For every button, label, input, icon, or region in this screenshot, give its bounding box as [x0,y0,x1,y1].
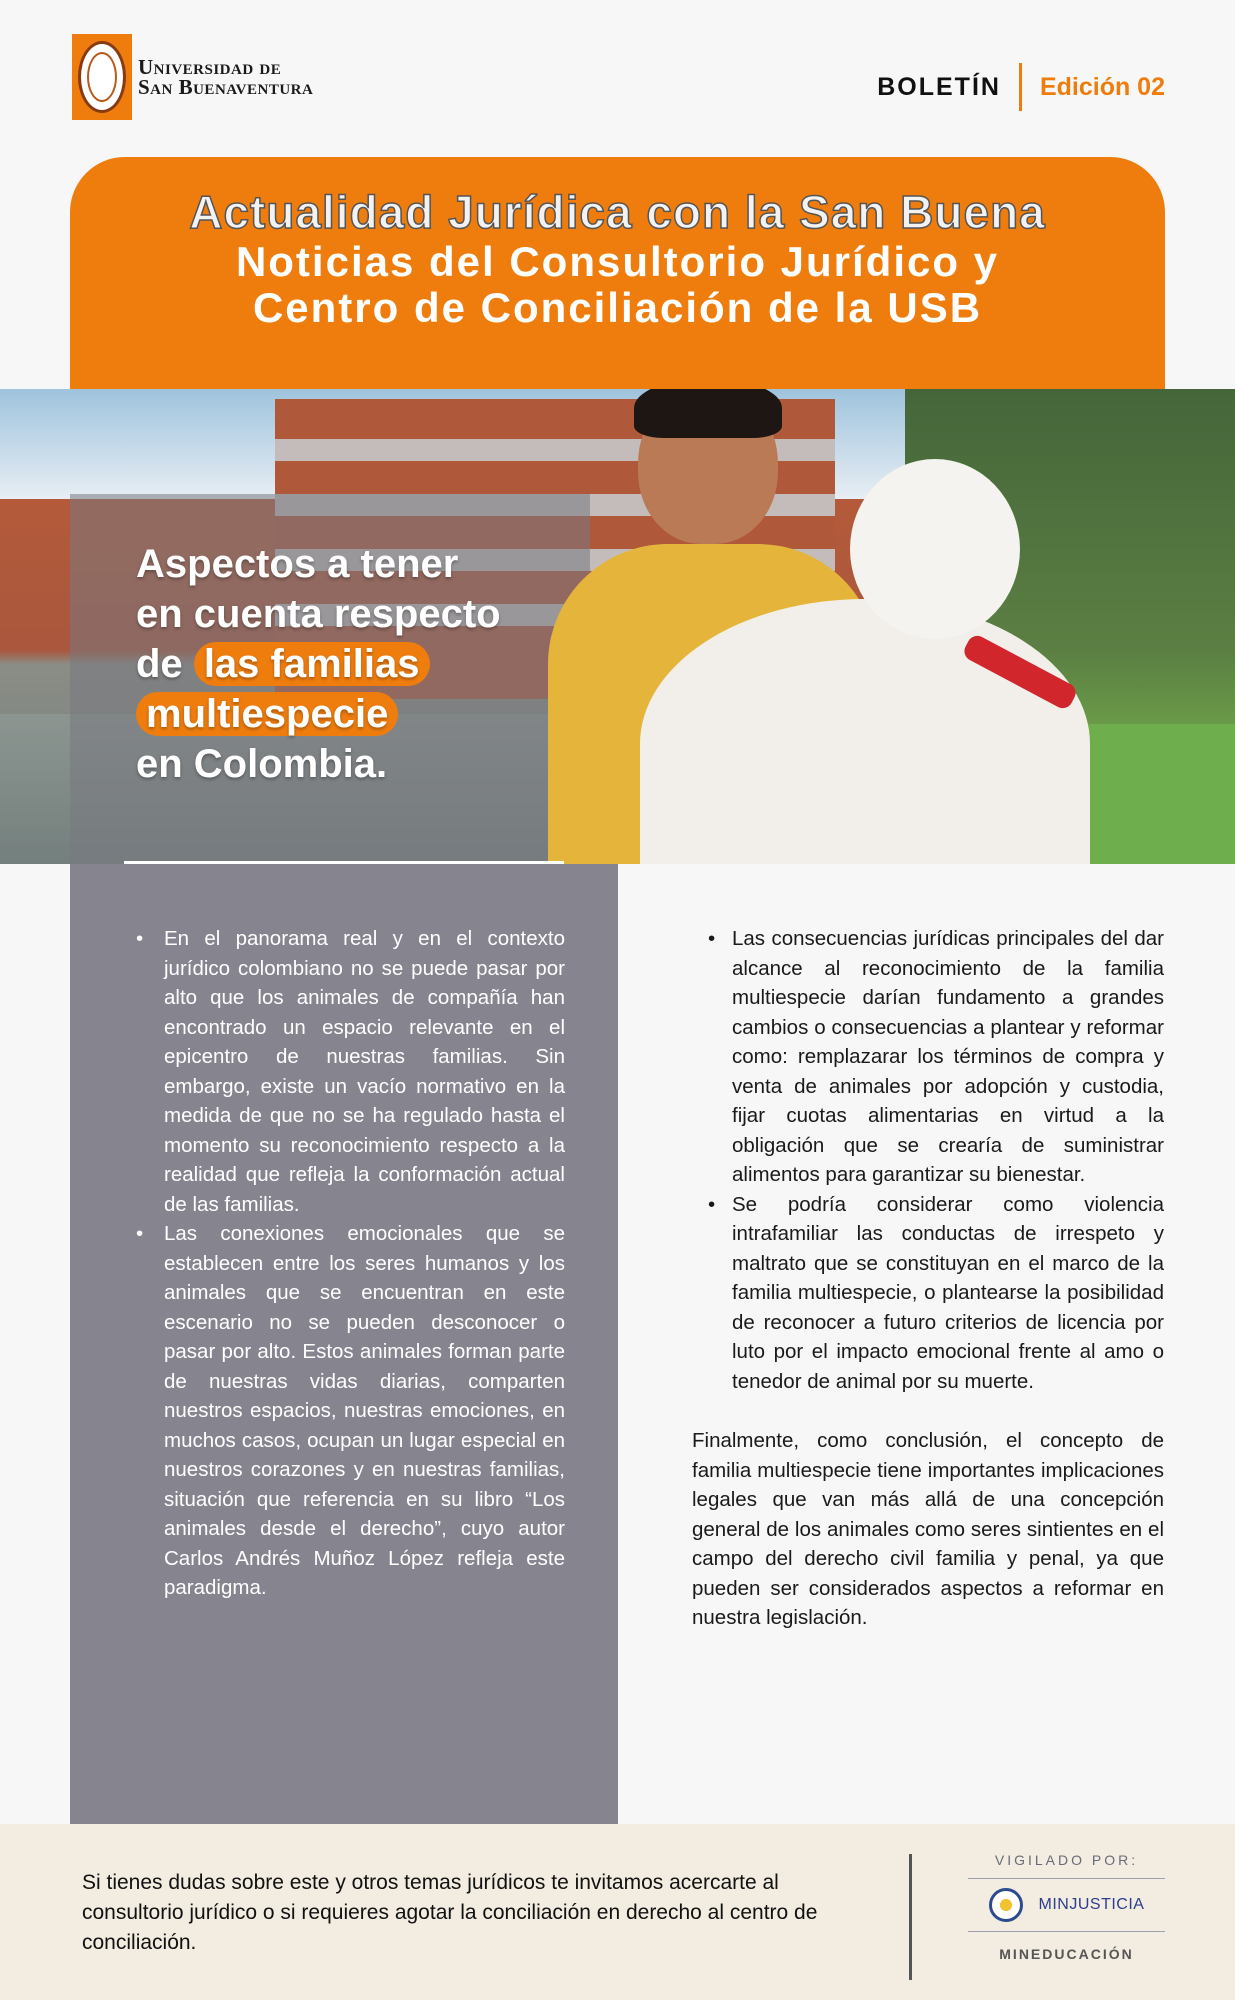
footer-divider [909,1854,912,1980]
list-item: • Las conexiones emocionales que se establecen entre los seres humanos y los animales que se encuentran en este escenario no se pueden desconocer o pasar por alto. Estos animales forman parte de nuestras vidas diarias, comparten nuestros espacios, nuestras emociones, en muchos casos, ocupan un lugar especial en nuestros corazones y en nuestras familias, situación que referencia en su libro “Los animales desde el derecho”, cuyo autor Carlos Andrés Muñoz López refleja este paradigma. [120,1219,565,1603]
right-column [692,924,1164,1633]
banner-title: Actualidad Jurídica con la San Buena [189,186,1046,238]
mineducacion-label: MINEDUCACIÓN [999,1946,1134,1962]
supervised-by-label: VIGILADO POR: [994,1852,1139,1868]
university-name-line1: Universidad de [138,55,282,79]
hero-heading-line5: en Colombia. [136,742,388,786]
university-name-line2: San Buenaventura [138,75,314,99]
hero-heading-prefix: de [136,642,183,686]
conclusion-paragraph: Finalmente, como conclusión, el concepto de familia multiespecie tiene importantes implicaciones legales que van más allá de una concepción general de los animales como seres sintientes en el campo del derecho civil familia y penal, ya que pueden ser considerados aspectos a reformar en nuestra legislación. [692,1429,1164,1629]
footer [0,1824,1235,2000]
list-item: • Se podría considerar como violencia intrafamiliar las conductas de irrespeto y maltrato que se constituyan en el marco de la familia multiespecie, o plantearse la posibilidad de reconocer a futuro criterios de licencia por luto por el impacto emocional frente al amo o tenedor de animal por su muerte. [692,1190,1164,1397]
hero-image [0,389,1235,864]
colombia-shield-icon [989,1888,1023,1922]
supervised-by [968,1852,1165,1962]
right-bullet-list [692,924,1164,1396]
list-item: • Las consecuencias jurídicas principales del dar alcance al reconocimiento de la familia multiespecie darían fundamento a grandes cambios o consecuencias a plantear y reformar como: remplazarar los términos de compra y venta de animales por adopción y custodia, fijar cuotas alimentarias en virtud a la obligación que se crearía de suministrar alimentos para garantizar su bienestar. [692,924,1164,1190]
footer-contact-text: Si tienes dudas sobre este y otros temas jurídicos te invitamos acercarte al consultorio jurídico o si requieres agotar la conciliación en derecho al centro de conciliación. [82,1871,818,1954]
banner-subtitle-line1: Noticias del Consultorio Jurídico y [235,238,1000,285]
hero-highlight-multispecies: multiespecie [136,692,398,736]
edition-label: Edición 02 [1039,72,1165,101]
university-name [138,57,313,97]
hero-heading-line1: Aspectos a tener [136,542,459,586]
hero-heading [136,539,501,789]
hero-heading-line3 [136,639,501,689]
list-item: • En el panorama real y en el contexto jurídico colombiano no se puede pasar por alto que los animales de compañía han encontrado un espacio relevante en el epicentro de nuestras familias. Sin embargo, existe un vacío normativo en la medida de que no se ha regulado hasta el momento su reconocimiento respecto a la realidad que refleja la conformación actual de las familias. [120,924,565,1219]
hero-heading-line2: en cuenta respecto [136,592,501,636]
bulletin-label: BOLETÍN [877,72,1001,101]
banner-subtitle-line2: Centro de Conciliación de la USB [252,284,983,331]
bulletin-header [877,62,1165,112]
hero-heading-line4 [136,689,501,739]
bulletin-divider [1019,63,1022,111]
hero-highlight-families: las familias [194,642,430,686]
minjusticia-label: MINJUSTICIA [1038,1896,1145,1913]
title-banner [70,157,1165,389]
university-logo [72,34,313,120]
minjusticia-logo [968,1878,1165,1932]
left-bullet-list [120,924,565,1603]
dog-figure [640,459,1090,864]
university-seal-icon [72,34,132,120]
left-column [120,924,565,1603]
